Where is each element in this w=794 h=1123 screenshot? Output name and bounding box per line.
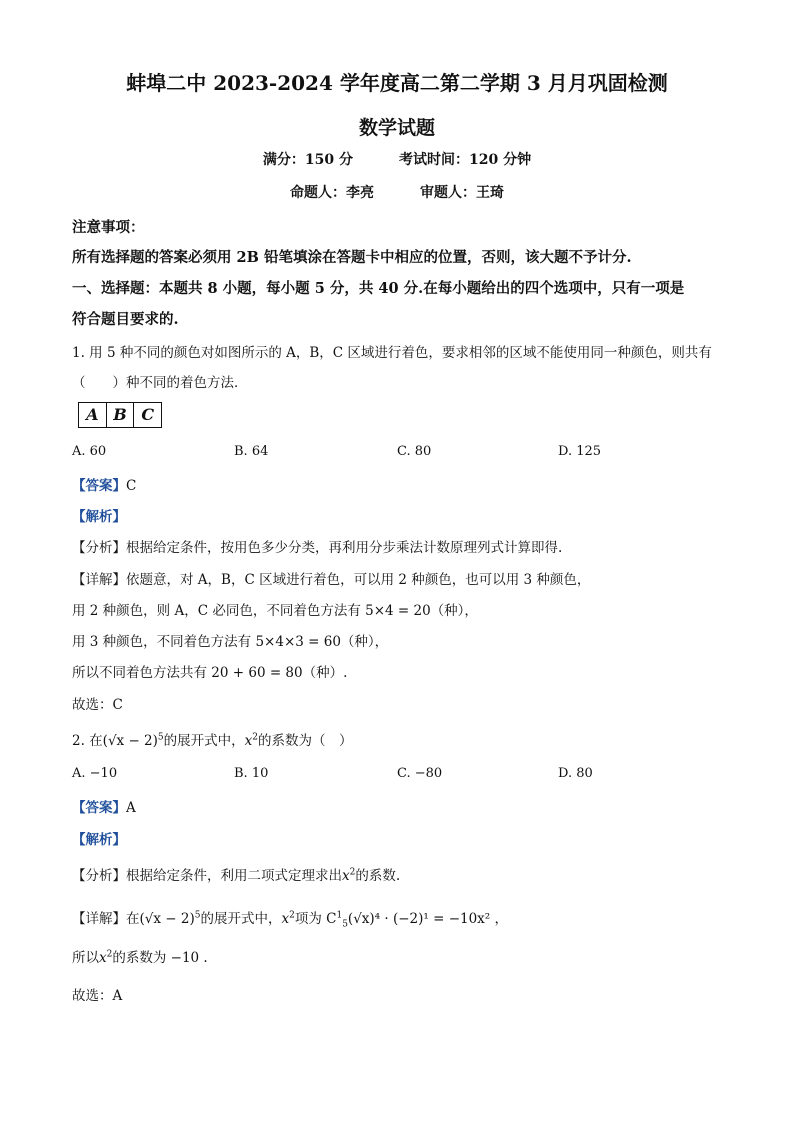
q1-analysis-tag: 【解析】 bbox=[72, 509, 126, 525]
fenxi-tag: 【分析】 bbox=[72, 868, 126, 884]
q2-option-c: C. −80 bbox=[397, 766, 443, 781]
q2-var: x bbox=[244, 733, 253, 749]
q1-stem-line2: （ ）种不同的着色方法． bbox=[72, 375, 248, 391]
region-a: A bbox=[79, 403, 107, 427]
q1-stem-line1: 1. 用 5 种不同的颜色对如图所示的 A，B，C 区域进行着色，要求相邻的区域不能使用同一种颜色，则共有 bbox=[72, 345, 712, 361]
exam-subtitle: 数学试题 bbox=[358, 117, 435, 139]
q1-detail-line4: 所以不同着色方法共有 20 + 60 = 80（种）. bbox=[72, 665, 348, 681]
answer-value: C bbox=[126, 478, 137, 494]
q1-detail-line1: 【详解】依题意，对 A，B，C 区域进行着色，可以用 2 种颜色，也可以用 3 种颜色， bbox=[72, 572, 591, 588]
q2-option-a: A. −10 bbox=[72, 766, 118, 781]
q1-detail-line3: 用 3 种颜色，不同着色方法有 5×4×3 = 60（种）， bbox=[72, 634, 389, 650]
notice-heading: 注意事项： bbox=[72, 219, 145, 236]
xiangjie-tag: 【详解】 bbox=[72, 572, 126, 588]
exam-meta-line1 bbox=[0, 149, 794, 169]
score-info: 满分：150 分 bbox=[262, 152, 353, 168]
q2-option-d: D. 80 bbox=[558, 766, 593, 781]
q2-answer bbox=[72, 796, 732, 816]
answer-value: A bbox=[126, 800, 136, 816]
answer-tag: 【答案】 bbox=[72, 478, 126, 494]
author-info: 命题人：李亮 bbox=[290, 185, 374, 201]
section-heading-line1: 一、选择题：本题共 8 小题，每小题 5 分，共 40 分.在每小题给出的四个选项中，只有一项是 bbox=[72, 280, 685, 297]
exam-title: 蚌埠二中 2023-2024 学年度高二第二学期 3 月月巩固检测 bbox=[126, 71, 668, 95]
q2-final: 故选：A bbox=[72, 988, 123, 1004]
q1-final: 故选：C bbox=[72, 697, 123, 713]
q1-option-c: C. 80 bbox=[397, 444, 432, 459]
exam-meta-line2 bbox=[0, 182, 794, 202]
reviewer-info: 审题人：王琦 bbox=[420, 185, 504, 201]
notice-text: 所有选择题的答案必须用 2B 铅笔填涂在答题卡中相应的位置，否则，该大题不予计分. bbox=[72, 249, 632, 266]
q2-analysis-tag: 【解析】 bbox=[72, 832, 126, 848]
xiangjie-tag: 【详解】 bbox=[72, 911, 126, 927]
section-heading-line2: 符合题目要求的. bbox=[72, 311, 179, 328]
q2-expression: (√x − 2) bbox=[102, 733, 158, 749]
q1-fenxi: 【分析】根据给定条件，按用色多少分类，再利用分步乘法计数原理列式计算即得. bbox=[72, 540, 563, 556]
region-c: C bbox=[141, 405, 155, 424]
q1-answer bbox=[72, 474, 732, 494]
q2-option-b: B. 10 bbox=[234, 766, 269, 781]
q1-region-figure bbox=[78, 402, 162, 428]
q1-option-b: B. 64 bbox=[234, 444, 269, 459]
q2-detail-line2: 所以$x^2$的系数为 −10 . bbox=[72, 949, 208, 966]
q1-option-d: D. 125 bbox=[558, 444, 602, 459]
fenxi-tag: 【分析】 bbox=[72, 540, 126, 556]
q1-option-a: A. 60 bbox=[72, 444, 107, 459]
q2-stem: 2. 在$(√x - 2)^5$的展开式中，$x^2$的系数为（ ） bbox=[72, 732, 353, 749]
region-b: B bbox=[107, 403, 135, 427]
time-info: 考试时间：120 分钟 bbox=[399, 152, 532, 168]
q2-fenxi: 【分析】根据给定条件，利用二项式定理求出$x^2$的系数. bbox=[72, 867, 401, 884]
answer-tag: 【答案】 bbox=[72, 800, 126, 816]
q2-detail-line1: 【详解】在$(√x - 2)^5$的展开式中，$x^2$项为 $C^1_5(√x)^4 \cdot (-2)^1 = -10x^2$ ， bbox=[72, 910, 509, 930]
q1-detail-line2: 用 2 种颜色，则 A，C 必同色，不同着色方法有 5×4 = 20（种）， bbox=[72, 603, 478, 619]
